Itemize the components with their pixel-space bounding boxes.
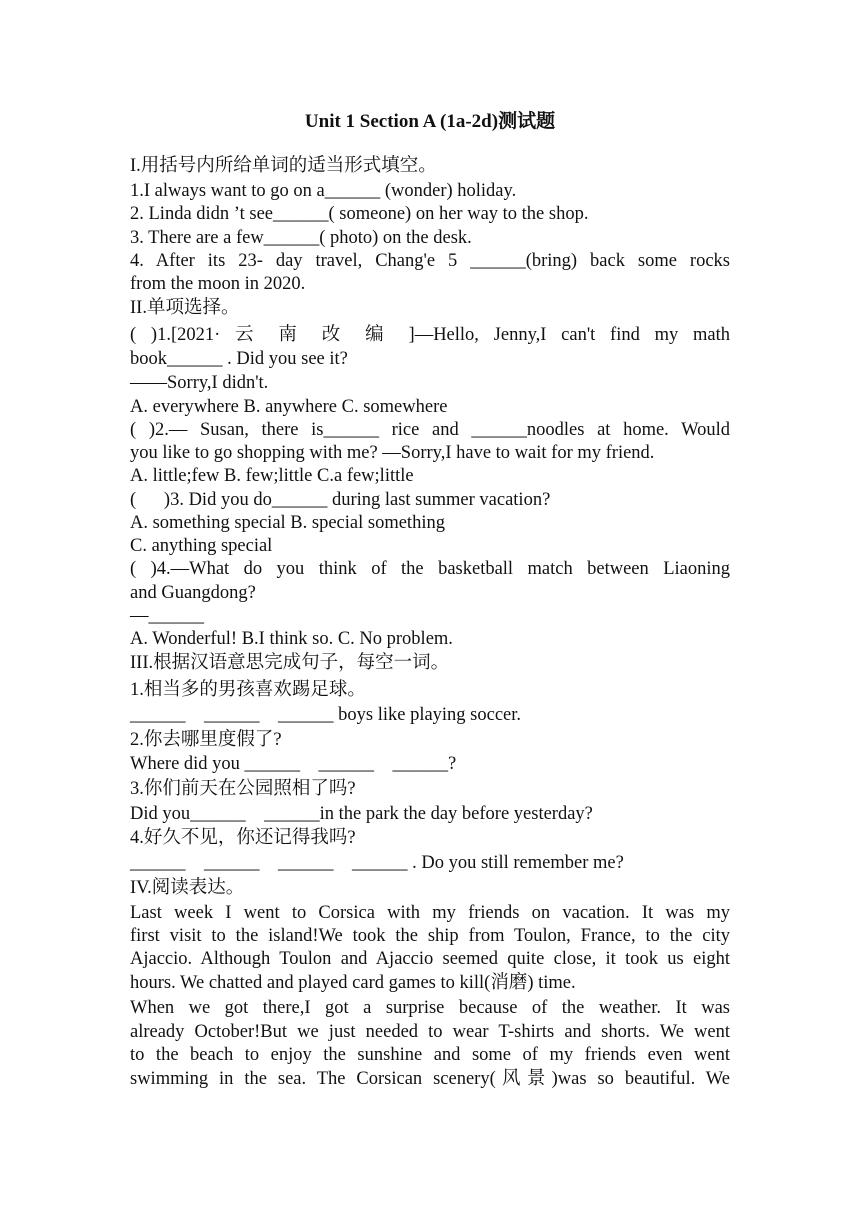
section-heading: III.根据汉语意思完成句子，每空一词。	[130, 653, 450, 673]
question-line: book______ . Did you see it?	[130, 349, 348, 369]
option-line: A. something special B. special something	[130, 513, 445, 533]
question-line: Did you______ ______in the park the day before yesterday?	[130, 804, 593, 824]
question-line: 1.I always want to go on a______ (wonder) holiday.	[130, 181, 517, 201]
passage-line: Ajaccio. Although Toulon and Ajaccio seemed quite close, it took us eight	[130, 949, 730, 969]
passage-line: hours. We chatted and played card games to kill(消磨) time.	[130, 973, 576, 993]
question-line: 1.相当多的男孩喜欢踢足球。	[130, 680, 366, 700]
section-heading: IV.阅读表达。	[130, 878, 245, 898]
question-line: Where did you ______ ______ ______?	[130, 754, 457, 774]
passage-line: to the beach to enjoy the sunshine and some of my friends even went	[130, 1045, 730, 1065]
passage-line: When we got there,I got a surprise because of the weather. It was	[130, 998, 730, 1018]
question-line: 3.你们前天在公园照相了吗?	[130, 779, 356, 799]
answer-line: —______	[130, 606, 204, 626]
question-line: you like to go shopping with me? —Sorry,I have to wait for my friend.	[130, 443, 655, 463]
option-line: A. little;few B. few;little C.a few;little	[130, 466, 414, 486]
option-line: A. everywhere B. anywhere C. somewhere	[130, 397, 448, 417]
section-heading: II.单项选择。	[130, 298, 240, 318]
question-line: 2.你去哪里度假了?	[130, 730, 282, 750]
question-line: 4. After its 23- day travel, Chang'e 5 ______(bring) back some rocks	[130, 251, 730, 271]
question-line: ______ ______ ______ ______ . Do you still remember me?	[130, 853, 624, 873]
question-line: 3. There are a few______( photo) on the desk.	[130, 228, 472, 248]
passage-line: swimming in the sea. The Corsican scenery(风景)was so beautiful. We	[130, 1069, 730, 1089]
question-line: ______ ______ ______ boys like playing soccer.	[130, 705, 522, 725]
passage-line: Last week I went to Corsica with my friends on vacation. It was my	[130, 903, 730, 923]
document-title: Unit 1 Section A (1a-2d)测试题	[304, 111, 556, 132]
question-line: ( )3. Did you do______ during last summer vacation?	[130, 490, 551, 510]
option-line: C. anything special	[130, 536, 273, 556]
passage-line: already October!But we just needed to wear T-shirts and shorts. We went	[130, 1022, 730, 1042]
section-heading: I.用括号内所给单词的适当形式填空。	[130, 156, 437, 176]
question-line: from the moon in 2020.	[130, 274, 306, 294]
question-line: ( )1.[2021· 云 南 改 编 ]—Hello, Jenny,I can't find my math	[130, 325, 730, 345]
passage-line: first visit to the island!We took the ship from Toulon, France, to the city	[130, 926, 730, 946]
option-line: A. Wonderful! B.I think so. C. No problem.	[130, 629, 453, 649]
question-line: 4.好久不见，你还记得我吗?	[130, 828, 356, 848]
question-line: ( )4.—What do you think of the basketball match between Liaoning	[130, 559, 730, 579]
question-line: ——Sorry,I didn't.	[130, 373, 269, 393]
question-line: and Guangdong?	[130, 583, 256, 603]
question-line: ( )2.— Susan, there is______ rice and ______noodles at home. Would	[130, 420, 730, 440]
question-line: 2. Linda didn ’t see______( someone) on her way to the shop.	[130, 204, 589, 224]
